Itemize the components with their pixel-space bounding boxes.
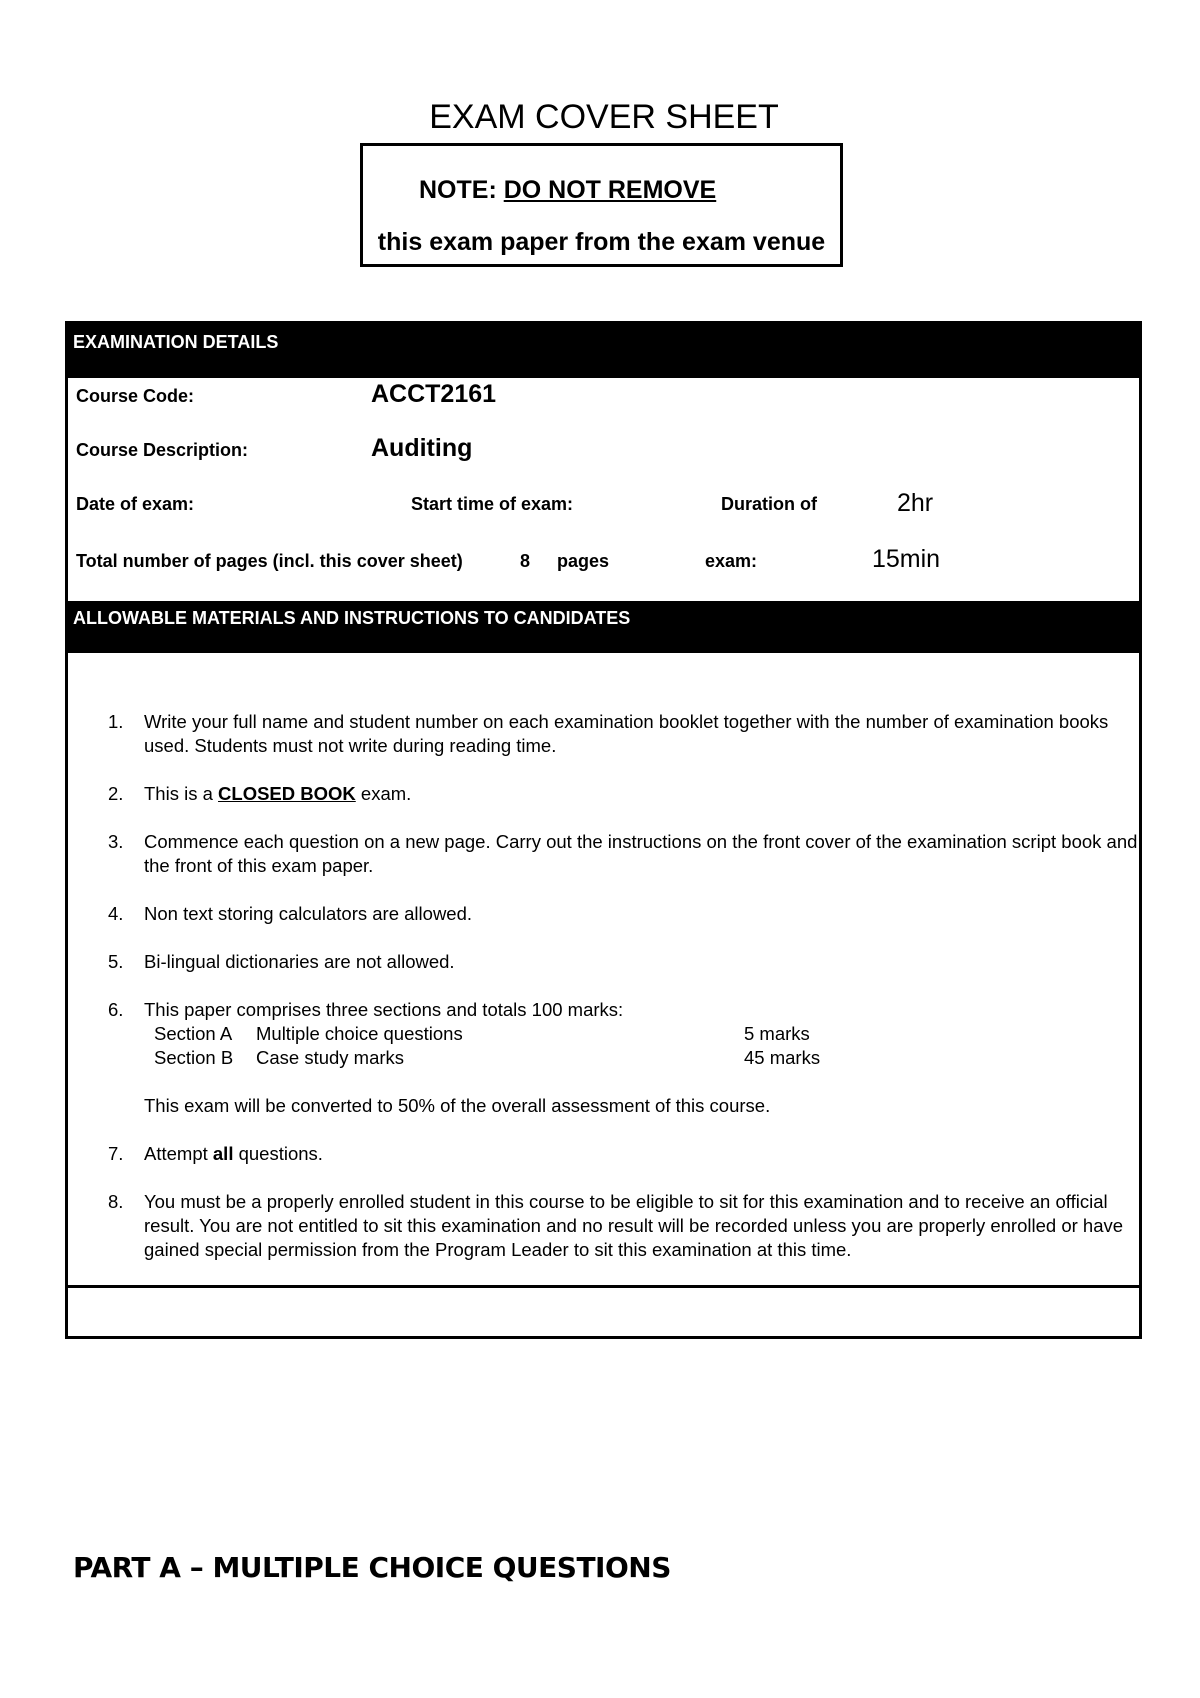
section-marks: 5 marks — [744, 1023, 810, 1044]
table-divider — [68, 1285, 1139, 1288]
note-prefix: NOTE: — [419, 176, 504, 204]
note-box — [360, 143, 843, 267]
instruction-text: This is a — [144, 783, 219, 804]
section-name: Section A — [154, 1023, 233, 1044]
course-description-label: Course Description: — [76, 440, 249, 460]
page-title: EXAM COVER SHEET — [429, 98, 779, 136]
instruction-item — [68, 710, 1139, 758]
course-description-value: Auditing — [371, 434, 473, 462]
instruction-item — [68, 1142, 1139, 1166]
item-number: 3. — [108, 831, 124, 852]
course-code-value: ACCT2161 — [371, 380, 497, 408]
item-number: 4. — [108, 903, 124, 924]
instruction-text: questions. — [233, 1143, 323, 1164]
examination-details-header: EXAMINATION DETAILS — [68, 324, 1139, 378]
section-row — [144, 1022, 1139, 1046]
item-number: 1. — [108, 711, 124, 732]
instruction-text: You must be a properly enrolled student in this course to be eligible to sit for this examination and to receive an official result. You are not entitled to sit this examination and no result will be recorded unless you are properly enrolled or have gained special permission from the Program Leader to sit this examination at this time. — [144, 1191, 1124, 1260]
note-line-1 — [419, 176, 716, 205]
instruction-item — [68, 950, 1139, 974]
item-number: 8. — [108, 1191, 124, 1212]
section-description: Multiple choice questions — [256, 1023, 463, 1044]
total-pages-label: Total number of pages (incl. this cover sheet) — [76, 551, 463, 571]
section-name: Section B — [154, 1047, 234, 1068]
instruction-item — [68, 830, 1139, 878]
instructions-header: ALLOWABLE MATERIALS AND INSTRUCTIONS TO CANDIDATES — [68, 601, 1139, 653]
note-emphasis: DO NOT REMOVE — [503, 176, 717, 204]
instruction-item — [68, 998, 1139, 1118]
instruction-text: Commence each question on a new page. Carry out the instructions on the front cover of the examination script book and the front of this exam paper. — [144, 831, 1138, 876]
item-number: 2. — [108, 783, 124, 804]
part-a-heading: PART A – MULTIPLE CHOICE QUESTIONS — [73, 1551, 671, 1584]
instruction-text: Bi-lingual dictionaries are not allowed. — [144, 951, 455, 972]
note-line-2: this exam paper from the exam venue — [377, 228, 826, 256]
instruction-text: exam. — [355, 783, 412, 804]
all-emphasis: all — [212, 1143, 234, 1164]
duration-hours-value: 2hr — [897, 489, 934, 517]
duration-label-line2: exam: — [705, 551, 758, 571]
total-pages-count: 8 — [520, 551, 531, 571]
closed-book-emphasis: CLOSED BOOK — [218, 783, 356, 804]
start-time-label: Start time of exam: — [411, 494, 574, 514]
item-number: 7. — [108, 1143, 124, 1164]
instruction-text: Non text storing calculators are allowed. — [144, 903, 473, 924]
instructions-list — [68, 710, 1139, 1286]
instruction-item — [68, 1190, 1139, 1262]
instruction-item — [68, 902, 1139, 926]
duration-minutes-value: 15min — [872, 545, 941, 573]
instruction-text: This paper comprises three sections and totals 100 marks: — [144, 999, 624, 1020]
item-number: 6. — [108, 999, 124, 1020]
section-description: Case study marks — [256, 1047, 405, 1068]
instruction-text: Attempt — [144, 1143, 213, 1164]
conversion-note: This exam will be converted to 50% of the overall assessment of this course. — [144, 1095, 771, 1116]
item-number: 5. — [108, 951, 124, 972]
instruction-text: Write your full name and student number on each examination booklet together with the number of examination books used. Students must not write during reading time. — [144, 711, 1109, 756]
section-row — [144, 1046, 1139, 1070]
examination-details-table — [65, 321, 1142, 1339]
course-code-label: Course Code: — [76, 386, 195, 406]
total-pages-unit: pages — [557, 551, 610, 571]
section-marks: 45 marks — [744, 1047, 821, 1068]
date-of-exam-label: Date of exam: — [76, 494, 195, 514]
instruction-item — [68, 782, 1139, 806]
duration-label-line1: Duration of — [721, 494, 817, 514]
